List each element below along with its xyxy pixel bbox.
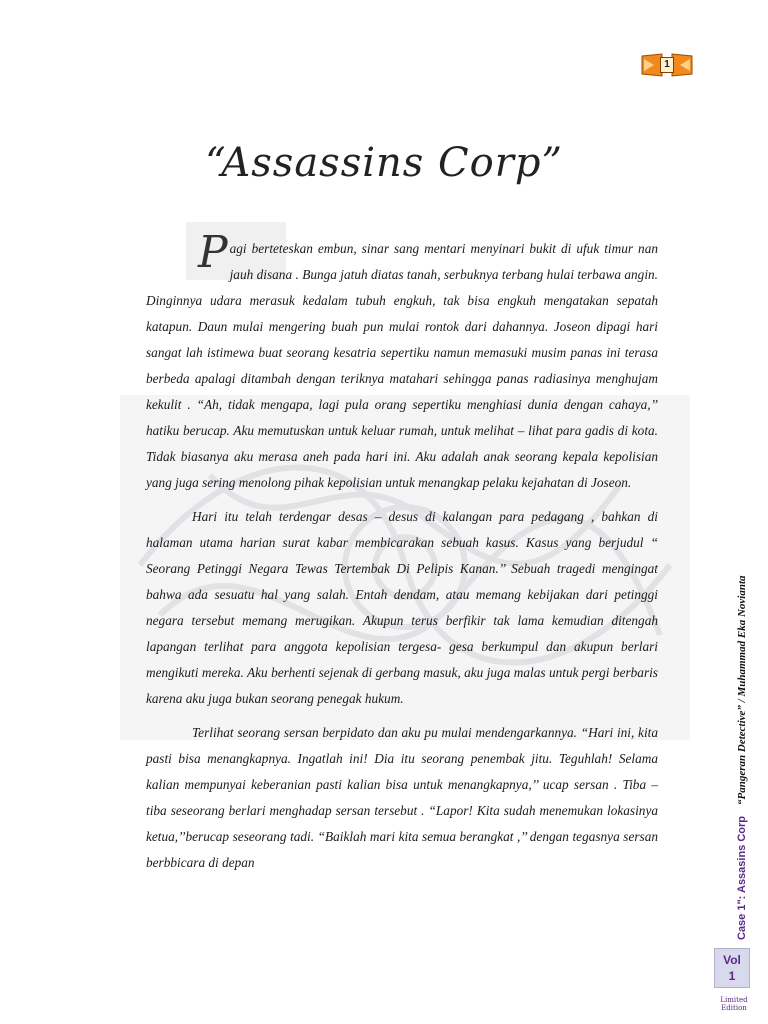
paragraph-2: Hari itu telah terdengar desas – desus di kalangan para pedagang , bahkan di halaman utama harian surat kabar membicarakan sebuah kasus. Kasus yang berjudul “ Seorang Petinggi Negara Tewas Tertembak Di Pelipis Kanan.’’ Sebuah tragedi mengingat bahwa ada sesuatu hal yang salah. Entah dendam, atau memang kebijakan dari petinggi negara tersebut memang merugikan. Akupun terus berfikir tak lama kemudian ditengah lapangan terlihat para anggota kepolisian tergesa- gesa berkumpul dan akupun berlari mengikuti mereka. Aku berhenti sejenak di gerbang masuk, aku juga malas untuk pergi berbaris karena aku juga bukan seorang penegak hukum. (146, 509, 658, 706)
sidebar-credit (716, 570, 756, 950)
document-title: “Assassins Corp” (205, 140, 563, 186)
paragraph-3: Terlihat seorang sersan berpidato dan aku pu mulai mendengarkannya. “Hari ini, kita pasti bisa menangkapnya. Ingatlah ini! Dia itu seorang penembak jitu. Teguhlah! Selama kalian mempunyai keberanian pasti kalian bisa untuk menangkapnya,’’ ucap sersan . Tiba – tiba seseorang berlari menghadap sersan tersebut . “Lapor! Kita sudah menemukan lokasinya ketua,’’berucap seseorang tadi. “Baiklah mari kita semua berangkat ,’’ dengan tegasnya sersan berbbicara di depan (146, 725, 658, 870)
case-label: Case 1": Assasins Corp (736, 815, 748, 940)
volume-badge (714, 948, 750, 988)
paragraph-1-text: agi berteteskan embun, sinar sang mentari menyinari bukit di ufuk timur nan jauh disana . Bunga jatuh diatas tanah, serbuknya terbang hulai terbawa angin. Dinginnya udara merasuk kedalam tubuh engkuh, tak bisa engkuh mengatakan sepatah katapun. Daun mulai mengering buah pun mulai rontok dari dahannya. Joseon dipagi hari sangat lah istimewa buat seorang kesatria sepertiku namun memasuki musim panas ini terasa berbeda apalagi ditambah dengan teriknya matahari sehingga panas radiasinya menghujam kekulit . “Ah, tidak mengapa, lagi pula orang sepertiku menghiasi dunia dengan cahaya,’’ hatiku berucap. Aku memutuskan untuk keluar rumah, untuk melihat – lihat para gadis di kota. Tidak biasanya aku merasa aneh pada hari ini. Aku adalah anak seorang kepala kepolisian yang juga sering menolong pihak kepolisian untuk menangkap pelaku kejahatan di Joseon. (146, 241, 658, 490)
page-number: 1 (660, 57, 674, 73)
dropcap-letter: P (198, 227, 228, 278)
page-number-badge (640, 52, 694, 78)
book-credit: “Pangeran Detective” / Muhammad Eka Novianta (736, 575, 748, 805)
limited-edition-logo: Limited Edition (720, 996, 748, 1012)
body-text (146, 227, 658, 884)
paragraph-1 (146, 227, 658, 496)
volume-number: 1 (728, 969, 736, 983)
volume-label: Vol (723, 953, 741, 967)
